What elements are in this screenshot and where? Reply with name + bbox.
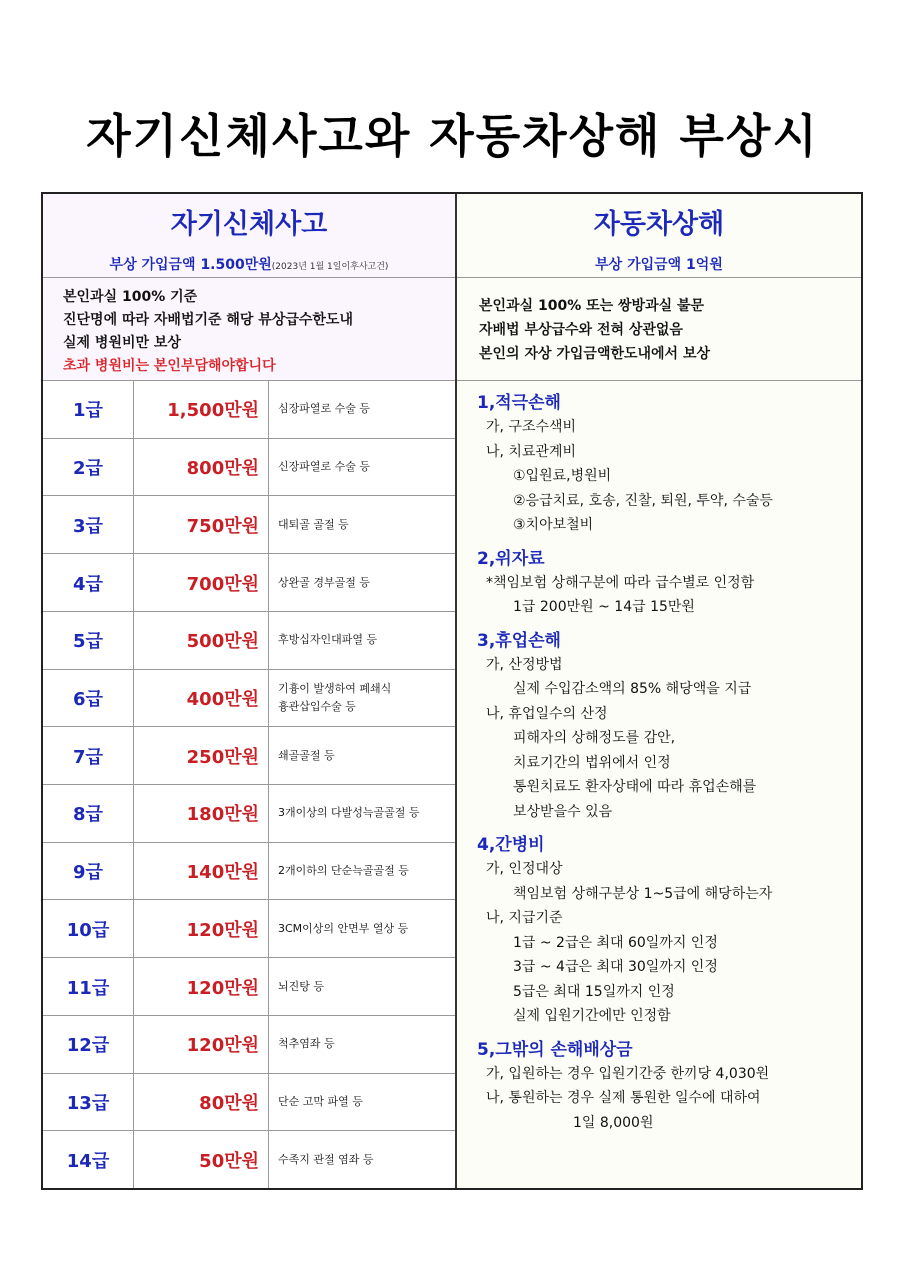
right-intro (457, 278, 861, 381)
grade-rows (43, 381, 455, 1188)
grade-row (43, 900, 455, 958)
left-intro-line: 진단명에 따라 자배법기준 해당 뷰상급수한도내 (63, 312, 353, 328)
grade-row (43, 670, 455, 728)
right-sections (457, 381, 861, 1135)
right-header (457, 194, 861, 278)
grade-label: 12급 (43, 1016, 134, 1073)
grade-row (43, 958, 455, 1016)
grade-description-line: 상완골 경부골절 등 (278, 575, 371, 589)
self-body-accident-column (43, 194, 457, 1188)
grade-description (269, 1131, 455, 1188)
grade-amount: 140만원 (134, 843, 269, 900)
grade-description-line: 흉관삽입수술 등 (278, 699, 356, 713)
grade-label: 14급 (43, 1131, 134, 1188)
grade-label: 7급 (43, 727, 134, 784)
section-line: 가, 산정방법 (486, 656, 563, 673)
right-intro-line: 본인과실 100% 또는 쌍방과실 불문 (479, 298, 705, 314)
grade-amount: 500만원 (134, 612, 269, 669)
grade-label: 10급 (43, 900, 134, 957)
right-intro-line: 본인의 자상 가입금액한도내에서 보상 (479, 346, 711, 362)
left-subtitle (43, 254, 455, 274)
section-line: ②응급치료, 호송, 진찰, 퇴원, 투약, 수술등 (513, 492, 773, 509)
section-line: 치료기간의 법위에서 인정 (513, 754, 671, 771)
section-line: 1급 ~ 2급은 최대 60일까지 인정 (513, 934, 718, 951)
section-line: 나, 휴업일수의 산정 (486, 705, 608, 722)
grade-description-line: 3CM이상의 안면부 열상 등 (278, 921, 409, 935)
grade-row (43, 727, 455, 785)
section-line: 5급은 최대 15일까지 인정 (513, 983, 675, 1000)
grade-label: 2급 (43, 439, 134, 496)
section-title: 1,적극손해 (477, 393, 561, 413)
grade-label: 11급 (43, 958, 134, 1015)
grade-label: 8급 (43, 785, 134, 842)
grade-description-line: 2개이하의 단순늑골골절 등 (278, 864, 409, 878)
grade-amount: 120만원 (134, 900, 269, 957)
grade-amount: 1,500만원 (134, 381, 269, 438)
section-line: 실제 수입감소액의 85% 해당액을 지급 (513, 681, 752, 697)
grade-row (43, 1131, 455, 1188)
grade-description-line: 심장파열로 수술 등 (278, 402, 371, 416)
section-line: 가, 입원하는 경우 입원기간중 한끼당 4,030원 (486, 1065, 770, 1082)
section-line: 보상받을수 있음 (513, 803, 613, 820)
grade-description-line: 기흉이 발생하여 폐쇄식 (278, 681, 392, 695)
grade-description (269, 670, 455, 727)
section-line: 나, 통원하는 경우 실제 통원한 일수에 대하여 (486, 1090, 761, 1106)
left-subtitle-text: 부상 가입금액 1.500만원 (109, 257, 272, 273)
section-title: 3,휴업손해 (477, 630, 561, 651)
grade-amount: 750만원 (134, 496, 269, 553)
grade-description-line: 신장파열로 수술 등 (278, 460, 371, 474)
grade-description-line: 대퇴골 골절 등 (278, 517, 349, 531)
grade-amount: 250만원 (134, 727, 269, 784)
section-line: 책임보험 상해구분상 1~5급에 해당하는자 (513, 885, 773, 902)
left-subtitle-note: (2023년 1월 1일이후사고건) (271, 262, 389, 272)
grade-description (269, 785, 455, 842)
grade-row (43, 1074, 455, 1132)
grade-row (43, 496, 455, 554)
section-line: 가, 구조수색비 (486, 419, 577, 435)
section-title: 2,위자료 (477, 548, 545, 569)
left-intro (43, 278, 455, 381)
grade-description-line: 후방십자인대파열 등 (278, 633, 378, 647)
grade-description (269, 554, 455, 611)
section-line: *책임보험 상해구분에 따라 급수별로 인정함 (486, 574, 755, 591)
section-line: 1급 200만원 ~ 14급 15만원 (513, 599, 695, 615)
left-intro-line: 본인과실 100% 기준 (63, 289, 198, 305)
grade-row (43, 612, 455, 670)
right-intro-line: 자배법 부상급수와 전혀 상관없음 (479, 322, 683, 338)
grade-description-line: 3개이상의 다발성늑골골절 등 (278, 806, 420, 820)
grade-label: 6급 (43, 670, 134, 727)
section-title: 5,그밖의 손해배상금 (477, 1039, 633, 1060)
grade-row (43, 843, 455, 901)
grade-description (269, 900, 455, 957)
section-line: 통원치료도 환자상태에 따라 휴업손해를 (513, 779, 757, 795)
section-line: ①입원료,병원비 (513, 468, 612, 484)
section-title: 4,간병비 (477, 835, 545, 855)
section-line: 피해자의 상해정도를 감안, (513, 730, 676, 746)
grade-row (43, 554, 455, 612)
grade-row (43, 439, 455, 497)
grade-description (269, 1016, 455, 1073)
grade-description (269, 958, 455, 1015)
section-line: ③치아보철비 (513, 517, 594, 533)
left-intro-line: 실제 병원비만 보상 (63, 335, 181, 351)
left-header (43, 194, 455, 278)
grade-description (269, 496, 455, 553)
grade-amount: 400만원 (134, 670, 269, 727)
grade-amount: 700만원 (134, 554, 269, 611)
grade-row (43, 785, 455, 843)
grade-amount: 120만원 (134, 958, 269, 1015)
grade-description (269, 727, 455, 784)
page-title: 자기신체사고와 자동차상해 부상시 (86, 109, 819, 163)
grade-label: 1급 (43, 381, 134, 438)
grade-label: 9급 (43, 843, 134, 900)
grade-amount: 180만원 (134, 785, 269, 842)
section-line: 나, 지급기준 (486, 910, 563, 926)
section-line: 3급 ~ 4급은 최대 30일까지 인정 (513, 959, 718, 975)
grade-label: 13급 (43, 1074, 134, 1131)
grade-amount: 120만원 (134, 1016, 269, 1073)
grade-description-line: 척추염좌 등 (278, 1037, 335, 1051)
grade-description (269, 843, 455, 900)
grade-amount: 800만원 (134, 439, 269, 496)
grade-description-line: 수족지 관절 염좌 등 (278, 1152, 374, 1166)
grade-description (269, 439, 455, 496)
grade-label: 3급 (43, 496, 134, 553)
grade-row (43, 1016, 455, 1074)
auto-injury-column (457, 194, 861, 1188)
grade-description (269, 1074, 455, 1131)
grade-description (269, 381, 455, 438)
right-subtitle: 부상 가입금액 1억원 (595, 257, 723, 273)
grade-row (43, 381, 455, 439)
grade-description-line: 뇌진탕 등 (278, 979, 325, 993)
right-heading: 자동차상해 (593, 209, 725, 240)
grade-label: 5급 (43, 612, 134, 669)
comparison-table (41, 192, 863, 1190)
left-warning: 초과 병원비는 본인부담해야합니다 (63, 358, 276, 374)
section-line: 나, 치료관계비 (486, 443, 577, 460)
section-line: 실제 입원기간에만 인정함 (513, 1008, 671, 1024)
section-line: 가, 인정대상 (486, 861, 563, 877)
grade-label: 4급 (43, 554, 134, 611)
grade-amount: 80만원 (134, 1074, 269, 1131)
grade-description-line: 단순 고막 파열 등 (278, 1094, 363, 1108)
section-line: 1일 8,000원 (573, 1114, 654, 1131)
grade-amount: 50만원 (134, 1131, 269, 1188)
grade-description-line: 쇄골골절 등 (278, 748, 335, 762)
left-heading: 자기신체사고 (170, 209, 328, 240)
grade-description (269, 612, 455, 669)
